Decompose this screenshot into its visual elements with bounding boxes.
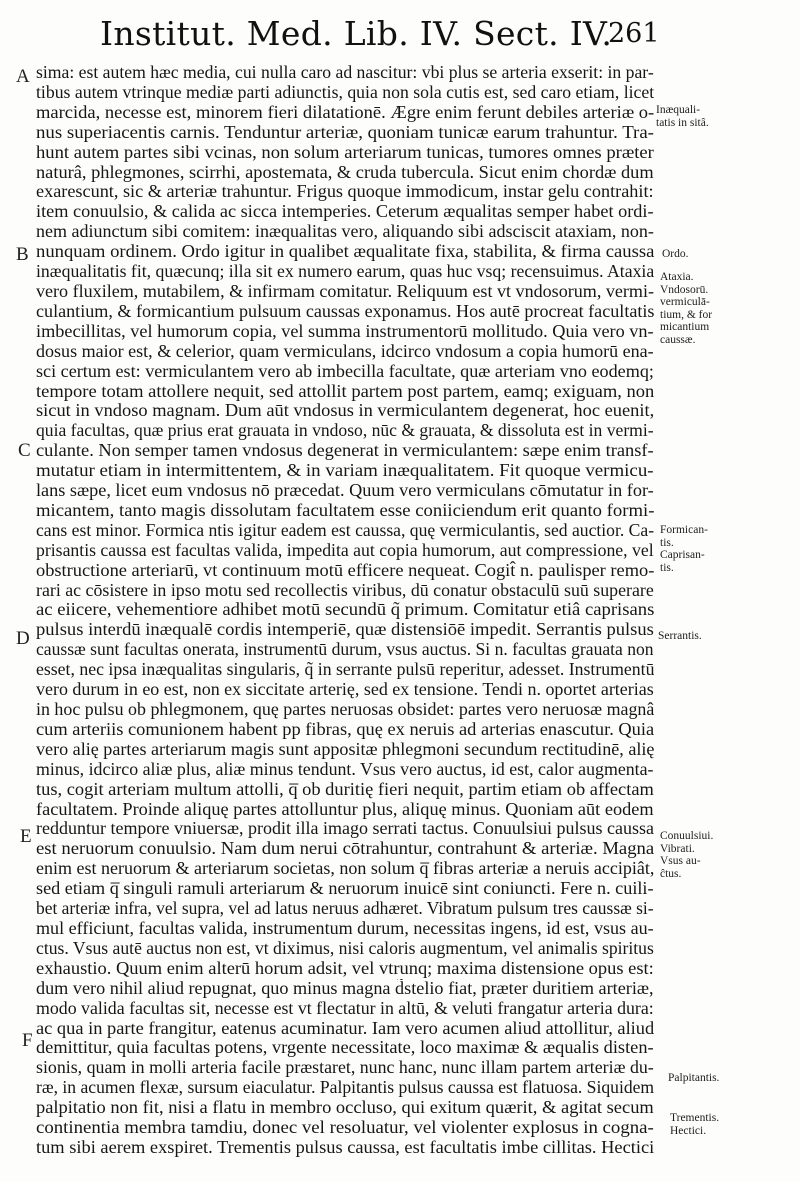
text-line: micantem, tanto magis dissolutam facultatem esse coniiciendum erit quanto formi- bbox=[36, 500, 654, 520]
text-line: minus, idcirco aliæ plus, aliæ minus tendunt. Vsus vero auctus, id est, calor augmenta- bbox=[36, 759, 654, 779]
text-line: vero alię partes arteriarum magis sunt appositæ phlegmoni secundum rectitudinē, alię bbox=[36, 739, 654, 759]
text-line: inæqualitatis fit, quæcunq; illa sit ex numero earum, quas huc vsq; recensuimus. Ataxia bbox=[36, 262, 654, 282]
text-line: caussæ sunt facultas onerata, instrumentū durum, vsus auctus. Si n. facultas grauata non bbox=[36, 640, 654, 660]
text-line: mutatur etiam in intermittentem, & in variam inæqualitatem. Fit quoque vermicu- bbox=[36, 461, 654, 481]
text-line: exarescunt, sic & arteriæ trahuntur. Frigus quoque immodicum, instar gelu contrahit: bbox=[36, 182, 654, 202]
text-line: marcida, necesse est, minorem fieri dilatationē. Ægre enim ferunt debiles arteriæ o- bbox=[36, 102, 654, 122]
text-line: hunt autem partes sibi vcinas, non solum arteriarum tunicas, tumores omnes præter bbox=[36, 142, 654, 162]
text-line: vero fluxilem, mutabilem, & infirmam comitatur. Reliquum est vt vndosorum, vermi- bbox=[36, 281, 654, 301]
text-line: est neruorum conuulsio. Nam dum nerui cōtrahuntur, contrahunt & arteriæ. Magna bbox=[36, 839, 654, 859]
text-line: ac eiicere, vehementiore adhibet motū secundū q̃ primum. Comitatur etiâ caprisans bbox=[36, 600, 654, 620]
text-line: facultatem. Proinde aliquę partes attolluntur plus, aliquę minus. Quoniam aūt eodem bbox=[36, 799, 654, 819]
margin-note-trementis: Trementis. Hectici. bbox=[670, 1112, 720, 1137]
text-line: pulsus interdū inæqualē cordis intemperiē, quæ distensiōē impedit. Serrantis pulsus bbox=[36, 620, 654, 640]
text-line: demittitur, quia facultas potens, vrgente necessitate, loco maximæ & æqualis disten- bbox=[36, 1038, 654, 1058]
running-title: Institut. Med. Lib. IV. Sect. IV. bbox=[100, 14, 613, 53]
text-line: prisantis caussa est facultas valida, impedita aut copia humorum, aut compressione, vel bbox=[36, 540, 654, 560]
text-line: tus, cogit arteriam multum attolli, q̅ ob duritię fieri nequit, partim etiam ob affectam bbox=[36, 779, 654, 799]
text-line: sionis, quam in molli arteria facile præstaret, nunc hanc, nunc illam partem arteriæ du- bbox=[36, 1058, 654, 1078]
text-line: continentia membra tamdiu, donec vel resoluatur, vel violenter explosus in cogna- bbox=[36, 1118, 654, 1138]
text-line: dum vero nihil aliud repugnat, quo minus magna d̃stelio fiat, præter duritiem arteriæ, bbox=[36, 978, 654, 998]
text-line: palpitatio non fit, nisi a flatu in membro occluso, qui exitum quærit, & agitat secum bbox=[36, 1098, 654, 1118]
text-line: quia facultas, quæ prius erat grauata in vndoso, nūc & grauata, & dissoluta est in vermi- bbox=[36, 421, 654, 441]
text-line: ac qua in parte frangitur, eatenus acuminatur. Iam vero acumen aliud attollitur, aliud bbox=[36, 1018, 654, 1038]
text-line: culante. Non semper tamen vndosus degenerat in vermiculantem: sæpe enim transf- bbox=[36, 441, 654, 461]
text-line: rari ac cōsistere in ipso motu sed recollectis viribus, dū conatur obstaculū suū superare bbox=[36, 580, 654, 600]
text-line: cans est minor. Formica ntis igitur eadem est caussa, quę vermiculantis, sed auctior. Ca- bbox=[36, 520, 654, 540]
margin-note-ordo: Ordo. bbox=[662, 248, 689, 260]
text-line: lans sæpe, licet eum vndosus nō præcedat. Quum vero vermiculans cōmutatur in for- bbox=[36, 481, 654, 501]
text-line: nem adiunctum sibi comitem: inæqualitas vero, aliquando sibi adsciscit ataxiam, non- bbox=[36, 222, 654, 242]
text-line: naturâ, phlegmones, scirrhi, apostemata, & cruda tubercula. Sicut enim chordæ dum bbox=[36, 162, 654, 182]
text-line: enim est neruorum & arteriarum societas, non solum q̅ fibras arteriæ a neruis accipiât, bbox=[36, 859, 654, 879]
text-line: vero durum in eo est, non ex siccitate arterię, sed ex tensione. Tendi n. oportet arterias bbox=[36, 680, 654, 700]
text-line: modo valida facultas sit, necesse est vt flectatur in altū, & veluti frangatur arteria dura: bbox=[36, 998, 654, 1018]
section-letter-b: B bbox=[16, 244, 29, 265]
section-letter-c: C bbox=[18, 440, 31, 461]
text-line: imbecillitas, vel humorum copia, vel summa instrumentorū mollitudo. Quia vero vn- bbox=[36, 321, 654, 341]
text-line: sima: est autem hæc media, cui nulla caro ad nascitur: vbi plus se arteria exserit: in par- bbox=[36, 63, 654, 82]
section-letter-d: D bbox=[16, 628, 30, 649]
margin-note-inaequalitatis: Inæquali- tatis in sitâ. bbox=[656, 104, 709, 129]
text-line: tibus autem vtrinque mediæ parti adiunctis, quia non sola cutis est, sed caro etiam, licet bbox=[36, 82, 654, 102]
text-line: sci certum est: vermiculantem vero ab imbecilla facultate, quæ arteriam vno eodemq; bbox=[36, 361, 654, 381]
text-line: ræ, in acumen flexæ, sursum eiaculatur. Palpitantis pulsus caussa est flatuosa. Siquidem bbox=[36, 1078, 654, 1098]
text-line: culantium, & formicantium pulsuum caussas exponamus. Hos autē procreat facultatis bbox=[36, 301, 654, 321]
text-line: in hoc pulsu ob phlegmonem, quę partes neruosas obsidet: partes vero neruosæ magnâ bbox=[36, 700, 654, 719]
page-number: 261 bbox=[608, 18, 660, 49]
section-letter-a: A bbox=[16, 66, 30, 87]
text-line: ctus. Vsus autē auctus non est, vt diximus, nisi caloris augmentum, vel animalis spiritus bbox=[36, 938, 654, 958]
text-line: nunquam ordinem. Ordo igitur in qualibet æqualitate fixa, stabilita, & firma caussa bbox=[36, 242, 654, 262]
margin-note-palpitantis: Palpitantis. bbox=[668, 1072, 720, 1084]
text-line: mul efficiunt, facultas valida, instrumentum durum, necessitas ingens, id est, vsus au- bbox=[36, 918, 654, 938]
text-line: tempore totam attollere nequit, sed attollit partem post partem, eamq; exiguam, non bbox=[36, 381, 654, 401]
margin-note-ataxia: Ataxia. Vndosorū. vermiculā- tium, & for micantium caussæ. bbox=[660, 271, 713, 346]
text-line: item conuulsio, & calida ac sicca intemperies. Ceterum æqualitas semper habet ordi- bbox=[36, 202, 654, 222]
body-text bbox=[36, 63, 654, 1158]
text-line: redduntur tempore vniuersæ, prodit illa imago serrati tactus. Conuulsiui pulsus caussa bbox=[36, 819, 654, 839]
margin-note-formicantis: Formican- tis. Caprisan- tis. bbox=[660, 524, 708, 574]
text-line: bet arteriæ infra, vel supra, vel ad latus neruus adhæret. Vibratum pulsum tres caussæ si- bbox=[36, 899, 654, 919]
text-line: exhaustio. Quum enim alterū horum adsit, vel vtrunq; maxima distensione opus est: bbox=[36, 958, 654, 978]
margin-note-conuulsiui: Conuulsiui. Vibrati. Vsus au- ĉtus. bbox=[660, 830, 714, 880]
text-line: sed etiam q̅ singuli ramuli arteriarum & neruorum inuicē sint coniuncti. Fere n. cuili- bbox=[36, 879, 654, 899]
text-line: tum sibi aerem exspiret. Trementis pulsus caussa, est facultatis imbe cillitas. Hectici bbox=[36, 1137, 654, 1157]
section-letter-f: F bbox=[22, 1030, 33, 1051]
text-line: cum arteriis comunionem habent pp fibras, quę ex neruis ad arterias enascutur. Quia bbox=[36, 719, 654, 739]
text-line: obstructione arteriarū, vt continuum motū efficere nequeat. Cogit̂ n. paulisper remo- bbox=[36, 560, 654, 580]
text-line: esset, nec ipsa inæqualitas singularis, q̃ in serrante pulsū reperitur, adesset. Instrumentū bbox=[36, 660, 655, 680]
section-letter-e: E bbox=[20, 826, 32, 847]
text-line: sicut in vndoso magnam. Dum aūt vndosus in vermiculantem degenerat, hoc euenit, bbox=[36, 401, 654, 421]
text-line: dosus maior est, & celerior, quam vermiculans, idcirco vndosum a copia humorū ena- bbox=[36, 341, 654, 361]
margin-note-serrantis: Serrantis. bbox=[658, 630, 702, 642]
text-line: nus superiacentis carnis. Tenduntur arteriæ, quoniam tunicæ earum trahuntur. Tra- bbox=[36, 122, 654, 142]
